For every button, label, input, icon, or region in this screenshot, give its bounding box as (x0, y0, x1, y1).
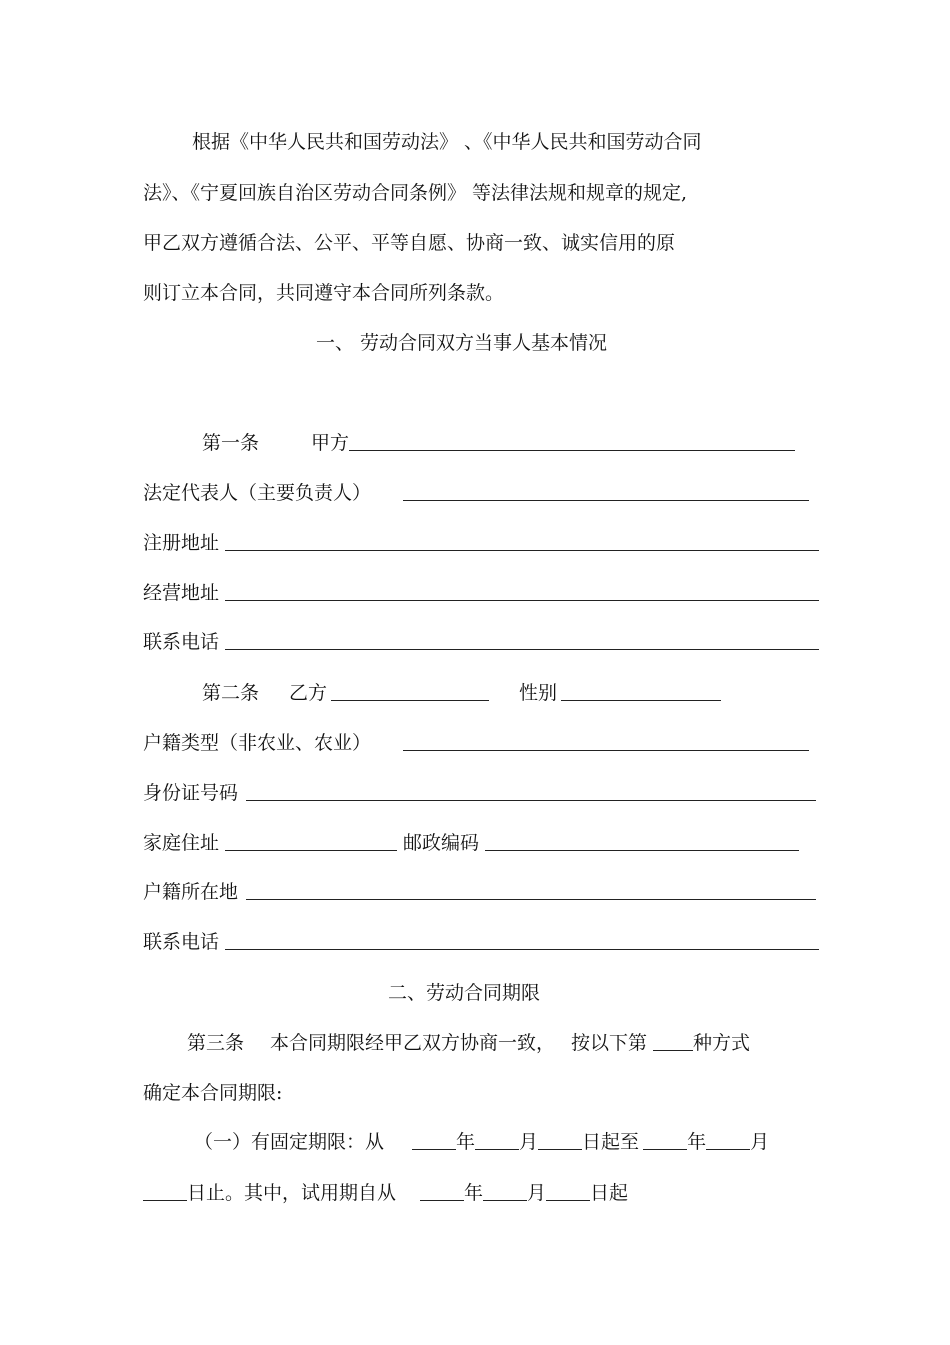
postal-code-field[interactable] (485, 832, 799, 851)
party-a-field[interactable] (349, 432, 795, 451)
article-3-text-4: 确定本合同期限: (143, 1082, 283, 1104)
party-a-phone-field[interactable] (225, 631, 819, 650)
reg-address-field[interactable] (225, 532, 819, 551)
household-location-row (143, 879, 816, 905)
probation-year-label: 年 (464, 1182, 484, 1204)
intro-line-2: 法》、《宁夏回族自治区劳动合同条例》 等法律法规和规章的规定, (143, 182, 688, 204)
reg-address-label: 注册地址 (143, 532, 220, 554)
party-b-phone-row (143, 929, 819, 955)
article-2-label: 第二条 (202, 682, 260, 704)
end-day-field[interactable] (143, 1182, 187, 1201)
end-year-label: 年 (687, 1131, 707, 1153)
probation-day-label: 日起 (590, 1182, 629, 1204)
start-day-label: 日起至 (582, 1131, 640, 1153)
reg-address-row (143, 530, 819, 556)
id-number-field[interactable] (246, 782, 816, 801)
article-3-label: 第三条 (187, 1032, 245, 1054)
id-number-label: 身份证号码 (143, 782, 239, 804)
household-location-field[interactable] (246, 881, 816, 900)
probation-month-label: 月 (527, 1182, 547, 1204)
start-year-label: 年 (456, 1131, 476, 1153)
article-3-text-3: 种方式 (693, 1032, 751, 1054)
home-address-label: 家庭住址 (143, 832, 220, 854)
end-month-label: 月 (750, 1131, 770, 1153)
section-1-title: 一、 劳动合同双方当事人基本情况 (316, 332, 608, 354)
party-b-phone-label: 联系电话 (143, 931, 220, 953)
fixed-term-prefix: （一）有固定期限：从 (194, 1131, 385, 1153)
id-number-row (143, 780, 816, 806)
start-day-field[interactable] (538, 1131, 582, 1150)
term-method-field[interactable] (653, 1032, 693, 1051)
party-a-phone-label: 联系电话 (143, 631, 220, 653)
intro-line-3: 甲乙双方遵循合法、公平、平等自愿、协商一致、诚实信用的原 (143, 232, 676, 254)
probation-month-field[interactable] (483, 1182, 527, 1201)
biz-address-row (143, 580, 819, 606)
gender-label: 性别 (519, 682, 558, 704)
household-type-label: 户籍类型（非农业、农业） (143, 732, 372, 754)
household-type-field[interactable] (403, 732, 809, 751)
start-month-label: 月 (519, 1131, 539, 1153)
party-a-phone-row (143, 629, 819, 655)
party-b-phone-field[interactable] (225, 931, 819, 950)
biz-address-field[interactable] (225, 582, 819, 601)
party-b-field[interactable] (331, 682, 489, 701)
section-2-title: 二、劳动合同期限 (388, 982, 541, 1004)
probation-day-field[interactable] (546, 1182, 590, 1201)
legal-rep-row (143, 480, 809, 506)
intro-line-4: 则订立本合同，共同遵守本合同所列条款。 (143, 282, 505, 304)
end-year-field[interactable] (643, 1131, 687, 1150)
article-3-text-2: 按以下第 (571, 1032, 648, 1054)
intro-line-1: 根据《中华人民共和国劳动法》 、《中华人民共和国劳动合同 (192, 131, 702, 153)
fixed-term-row-2 (143, 1180, 628, 1206)
biz-address-label: 经营地址 (143, 582, 220, 604)
gender-field[interactable] (561, 682, 721, 701)
article-3-row (187, 1030, 750, 1056)
party-b-label: 乙方 (289, 682, 328, 704)
home-address-field[interactable] (225, 832, 397, 851)
article-1-row (202, 430, 795, 456)
article-3-text-1: 本合同期限经甲乙双方协商一致， (270, 1032, 556, 1054)
legal-rep-label: 法定代表人（主要负责人） (143, 482, 372, 504)
probation-year-field[interactable] (420, 1182, 464, 1201)
article-1-label: 第一条 (202, 432, 260, 454)
end-month-field[interactable] (706, 1131, 750, 1150)
household-type-row (143, 730, 809, 756)
home-address-row (143, 830, 799, 856)
party-a-label: 甲方 (311, 432, 350, 454)
start-year-field[interactable] (412, 1131, 456, 1150)
end-day-label: 日止。其中，试用期自从 (187, 1182, 397, 1204)
legal-rep-field[interactable] (403, 482, 809, 501)
article-2-row (202, 680, 721, 706)
start-month-field[interactable] (475, 1131, 519, 1150)
postal-code-label: 邮政编码 (403, 832, 480, 854)
fixed-term-row-1 (194, 1129, 769, 1155)
household-location-label: 户籍所在地 (143, 881, 239, 903)
